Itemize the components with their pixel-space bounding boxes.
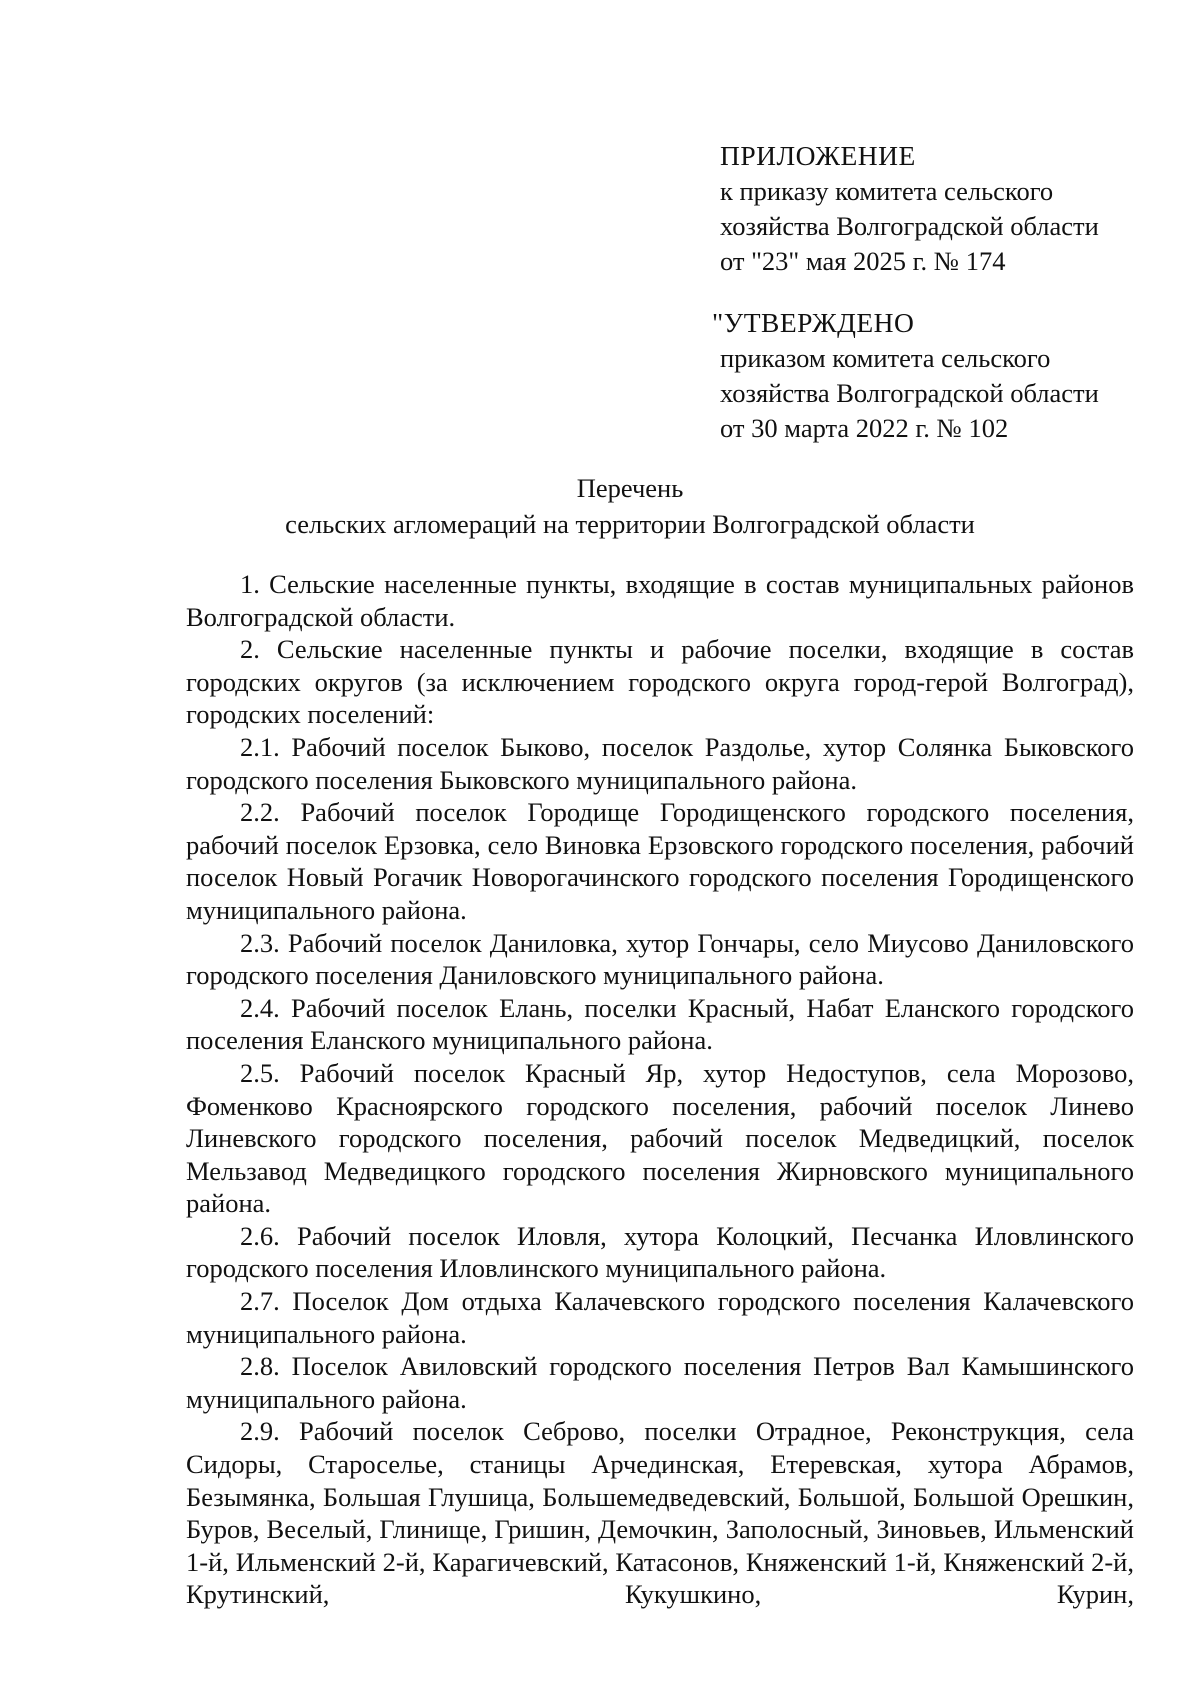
approved-line: приказом комитета сельского [720,343,1051,373]
approved-title: "УТВЕРЖДЕНО [712,307,915,338]
approval-stamp-block [712,305,1142,446]
document-title-block [0,470,1200,542]
paragraph-2-2: 2.2. Рабочий поселок Городище Городищенского городского поселения, рабочий поселок Ерзовка, село Виновка Ерзовского городского поселения, рабочий поселок Новый Рогачик Новорогачинского городского поселения Городищенского муниципального района. [186,797,1134,925]
paragraph-2-4: 2.4. Рабочий поселок Елань, поселки Красный, Набат Еланского городского поселения Еланского муниципального района. [186,992,1134,1056]
paragraph-2-8: 2.8. Поселок Авиловский городского поселения Петров Вал Камышинского муниципального района. [186,1351,1134,1414]
paragraph-2-1: 2.1. Рабочий поселок Быково, поселок Раздолье, хутор Солянка Быковского городского поселения Быковского муниципального района. [186,731,1134,795]
paragraph-2-9: 2.9. Рабочий поселок Себрово, поселки Отрадное, Реконструкция, села Сидоры, Староселье, станицы Арчединская, Етеревская, хутора Абрамов, Безымянка, Большая Глушица, Большемедведевский, Большой, Большой Орешкин, Буров, Веселый, Глинище, Гришин, Демочкин, Заполосный, Зиновьев, Ильменский 1-й, Ильменский 2-й, Карагичевский, Катасонов, Княженский 1-й, Княженский 2-й, Крутинский, Кукушкино, Курин, [186,1416,1134,1610]
document-title: Перечень [576,473,684,503]
paragraph-2-3: 2.3. Рабочий поселок Даниловка, хутор Гончары, село Миусово Даниловского городского поселения Даниловского муниципального района. [186,927,1134,991]
paragraph-1: 1. Сельские населенные пункты, входящие в состав муниципальных районов Волгоградской области. [186,569,1134,632]
approved-line: хозяйства Волгоградской области [720,378,1099,408]
paragraph-2-5: 2.5. Рабочий поселок Красный Яр, хутор Недоступов, села Морозово, Фоменково Красноярского городского поселения, рабочий поселок Линево Линевского городского поселения, рабочий поселок Медведицкий, поселок Мельзавод Медведицкого городского поселения Жирновского муниципального района. [186,1057,1134,1219]
appendix-header [720,138,1140,279]
paragraph-2-6: 2.6. Рабочий поселок Иловля, хутора Колоцкий, Песчанка Иловлинского городского поселения Иловлинского муниципального района. [186,1220,1134,1284]
appendix-line: к приказу комитета сельского [720,176,1054,206]
paragraph-2: 2. Сельские населенные пункты и рабочие поселки, входящие в состав городских округов (за исключением городского округа город-герой Волгоград), городских поселений: [186,634,1134,730]
appendix-line: хозяйства Волгоградской области [720,211,1099,241]
appendix-line: от "23" мая 2025 г. № 174 [720,246,1006,276]
document-body [186,568,1134,1611]
appendix-title: ПРИЛОЖЕНИЕ [720,140,916,171]
approved-line: от 30 марта 2022 г. № 102 [720,413,1009,443]
document-subtitle: сельских агломераций на территории Волгоградской области [285,509,975,539]
paragraph-2-7: 2.7. Поселок Дом отдыха Калачевского городского поселения Калачевского муниципального района. [186,1286,1134,1349]
